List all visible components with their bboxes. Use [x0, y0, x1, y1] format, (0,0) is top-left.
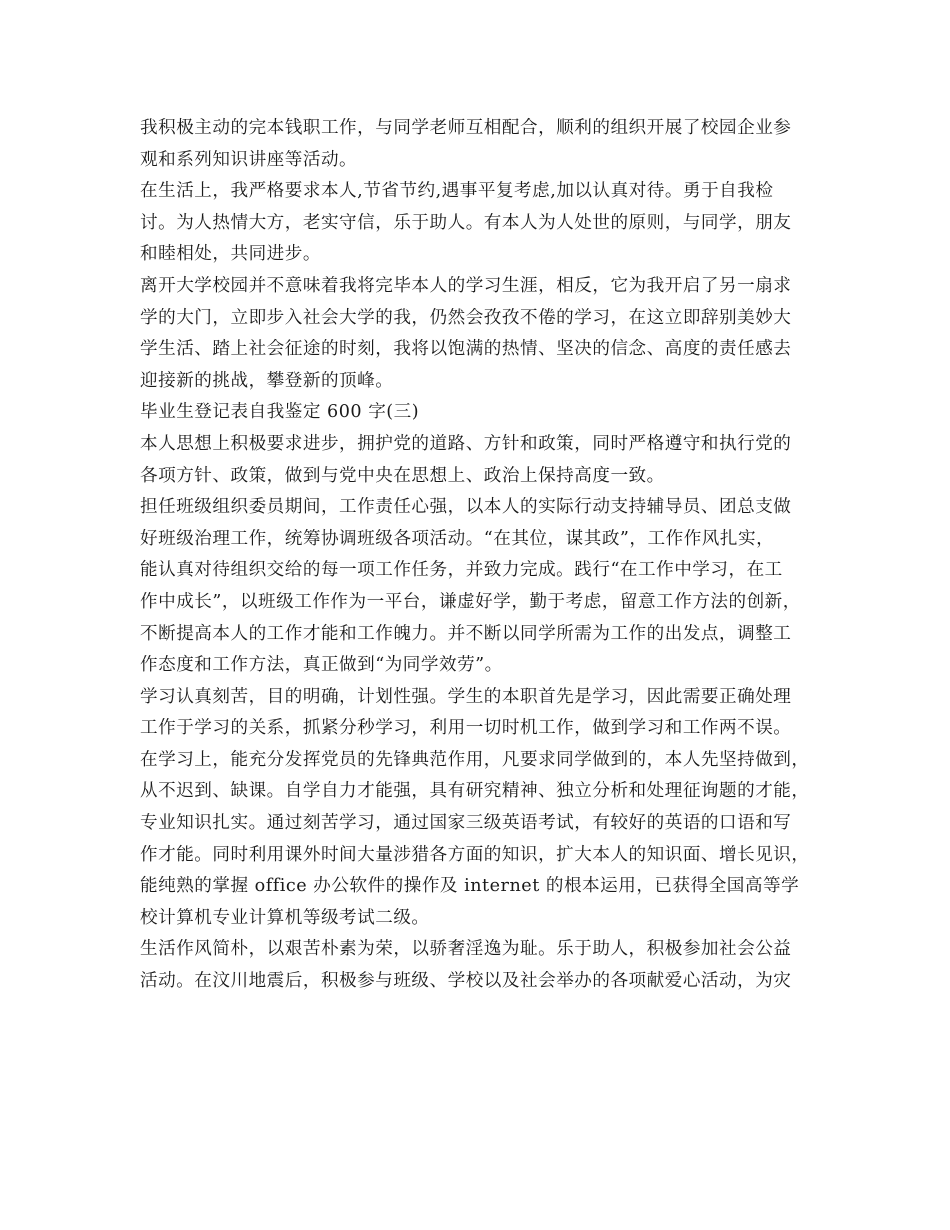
- text-line: 观和系列知识讲座等活动。: [140, 149, 358, 170]
- text-line: 好班级治理工作，统筹协调班级各项活动。“在其位，谋其政”，工作作风扎实，: [140, 528, 775, 549]
- text-line: 担任班级组织委员期间，工作责任心强，以本人的实际行动支持辅导员、团总支做: [140, 497, 792, 518]
- text-line: 在生活上，我严格要求本人,节省节约,遇事平复考虑,加以认真对待。勇于自我检: [140, 181, 774, 202]
- text-line: 能纯熟的掌握 office 办公软件的操作及 internet 的根本运用，已获得全国高等学: [140, 876, 800, 897]
- paragraph: [140, 492, 816, 682]
- text-line: 我积极主动的完本钱职工作，与同学老师互相配合，顺利的组织开展了校园企业参: [140, 118, 792, 138]
- text-line: 作才能。同时利用课外时间大量涉猎各方面的知识，扩大本人的知识面、增长见识，: [140, 844, 810, 865]
- text-line: 不断提高本人的工作才能和工作魄力。并不断以同学所需为工作的出发点，调整工: [140, 623, 792, 644]
- text-line: 从不迟到、缺课。自学自力才能强，具有研究精神、独立分析和处理征询题的才能，: [140, 781, 810, 802]
- paragraph: [140, 176, 816, 271]
- text-line: 能认真对待组织交给的每一项工作任务，并致力完成。践行“在工作中学习，在工: [140, 560, 783, 581]
- text-line: 各项方针、政策，做到与党中央在思想上、政治上保持高度一致。: [140, 465, 665, 486]
- text-line: 活动。在汶川地震后，积极参与班级、学校以及社会举办的各项献爱心活动，为灾: [140, 971, 792, 992]
- text-line: 讨。为人热情大方，老实守信，乐于助人。有本人为人处世的原则，与同学，朋友: [140, 212, 792, 233]
- text-line: 毕业生登记表自我鉴定 600 字(三): [140, 402, 420, 423]
- paragraph: [140, 934, 816, 997]
- text-line: 学习认真刻苦，目的明确，计划性强。学生的本职首先是学习，因此需要正确处理: [140, 686, 792, 707]
- text-line: 作态度和工作方法，真正做到“为同学效劳”。: [140, 655, 503, 676]
- text-line: 作中成长”，以班级工作作为一平台，谦虚好学，勤于考虑，留意工作方法的创新，: [140, 591, 801, 612]
- text-line: 迎接新的挑战，攀登新的顶峰。: [140, 370, 394, 391]
- text-line: 专业知识扎实。通过刻苦学习，通过国家三级英语考试，有较好的英语的口语和写: [140, 813, 792, 834]
- paragraph: [140, 397, 816, 429]
- paragraph: [140, 271, 816, 397]
- text-line: 和睦相处，共同进步。: [140, 244, 321, 265]
- paragraph: [140, 429, 816, 492]
- document-body: [140, 113, 816, 998]
- paragraph: [140, 682, 816, 935]
- text-line: 离开大学校园并不意味着我将完毕本人的学习生涯，相反，它为我开启了另一扇求: [140, 275, 792, 296]
- text-line: 校计算机专业计算机等级考试二级。: [140, 907, 430, 928]
- text-line: 在学习上，能充分发挥党员的先锋典范作用，凡要求同学做到的，本人先坚持做到，: [140, 749, 810, 770]
- paragraph: [140, 113, 816, 176]
- text-line: 学生活、踏上社会征途的时刻，我将以饱满的热情、坚决的信念、高度的责任感去: [140, 339, 792, 360]
- text-line: 生活作风简朴，以艰苦朴素为荣，以骄奢淫逸为耻。乐于助人，积极参加社会公益: [140, 939, 792, 960]
- text-line: 本人思想上积极要求进步，拥护党的道路、方针和政策，同时严格遵守和执行党的: [140, 433, 792, 454]
- text-line: 学的大门，立即步入社会大学的我，仍然会孜孜不倦的学习，在这立即辞别美妙大: [140, 307, 792, 328]
- text-line: 工作于学习的关系，抓紧分秒学习，利用一切时机工作，做到学习和工作两不误。: [140, 718, 792, 739]
